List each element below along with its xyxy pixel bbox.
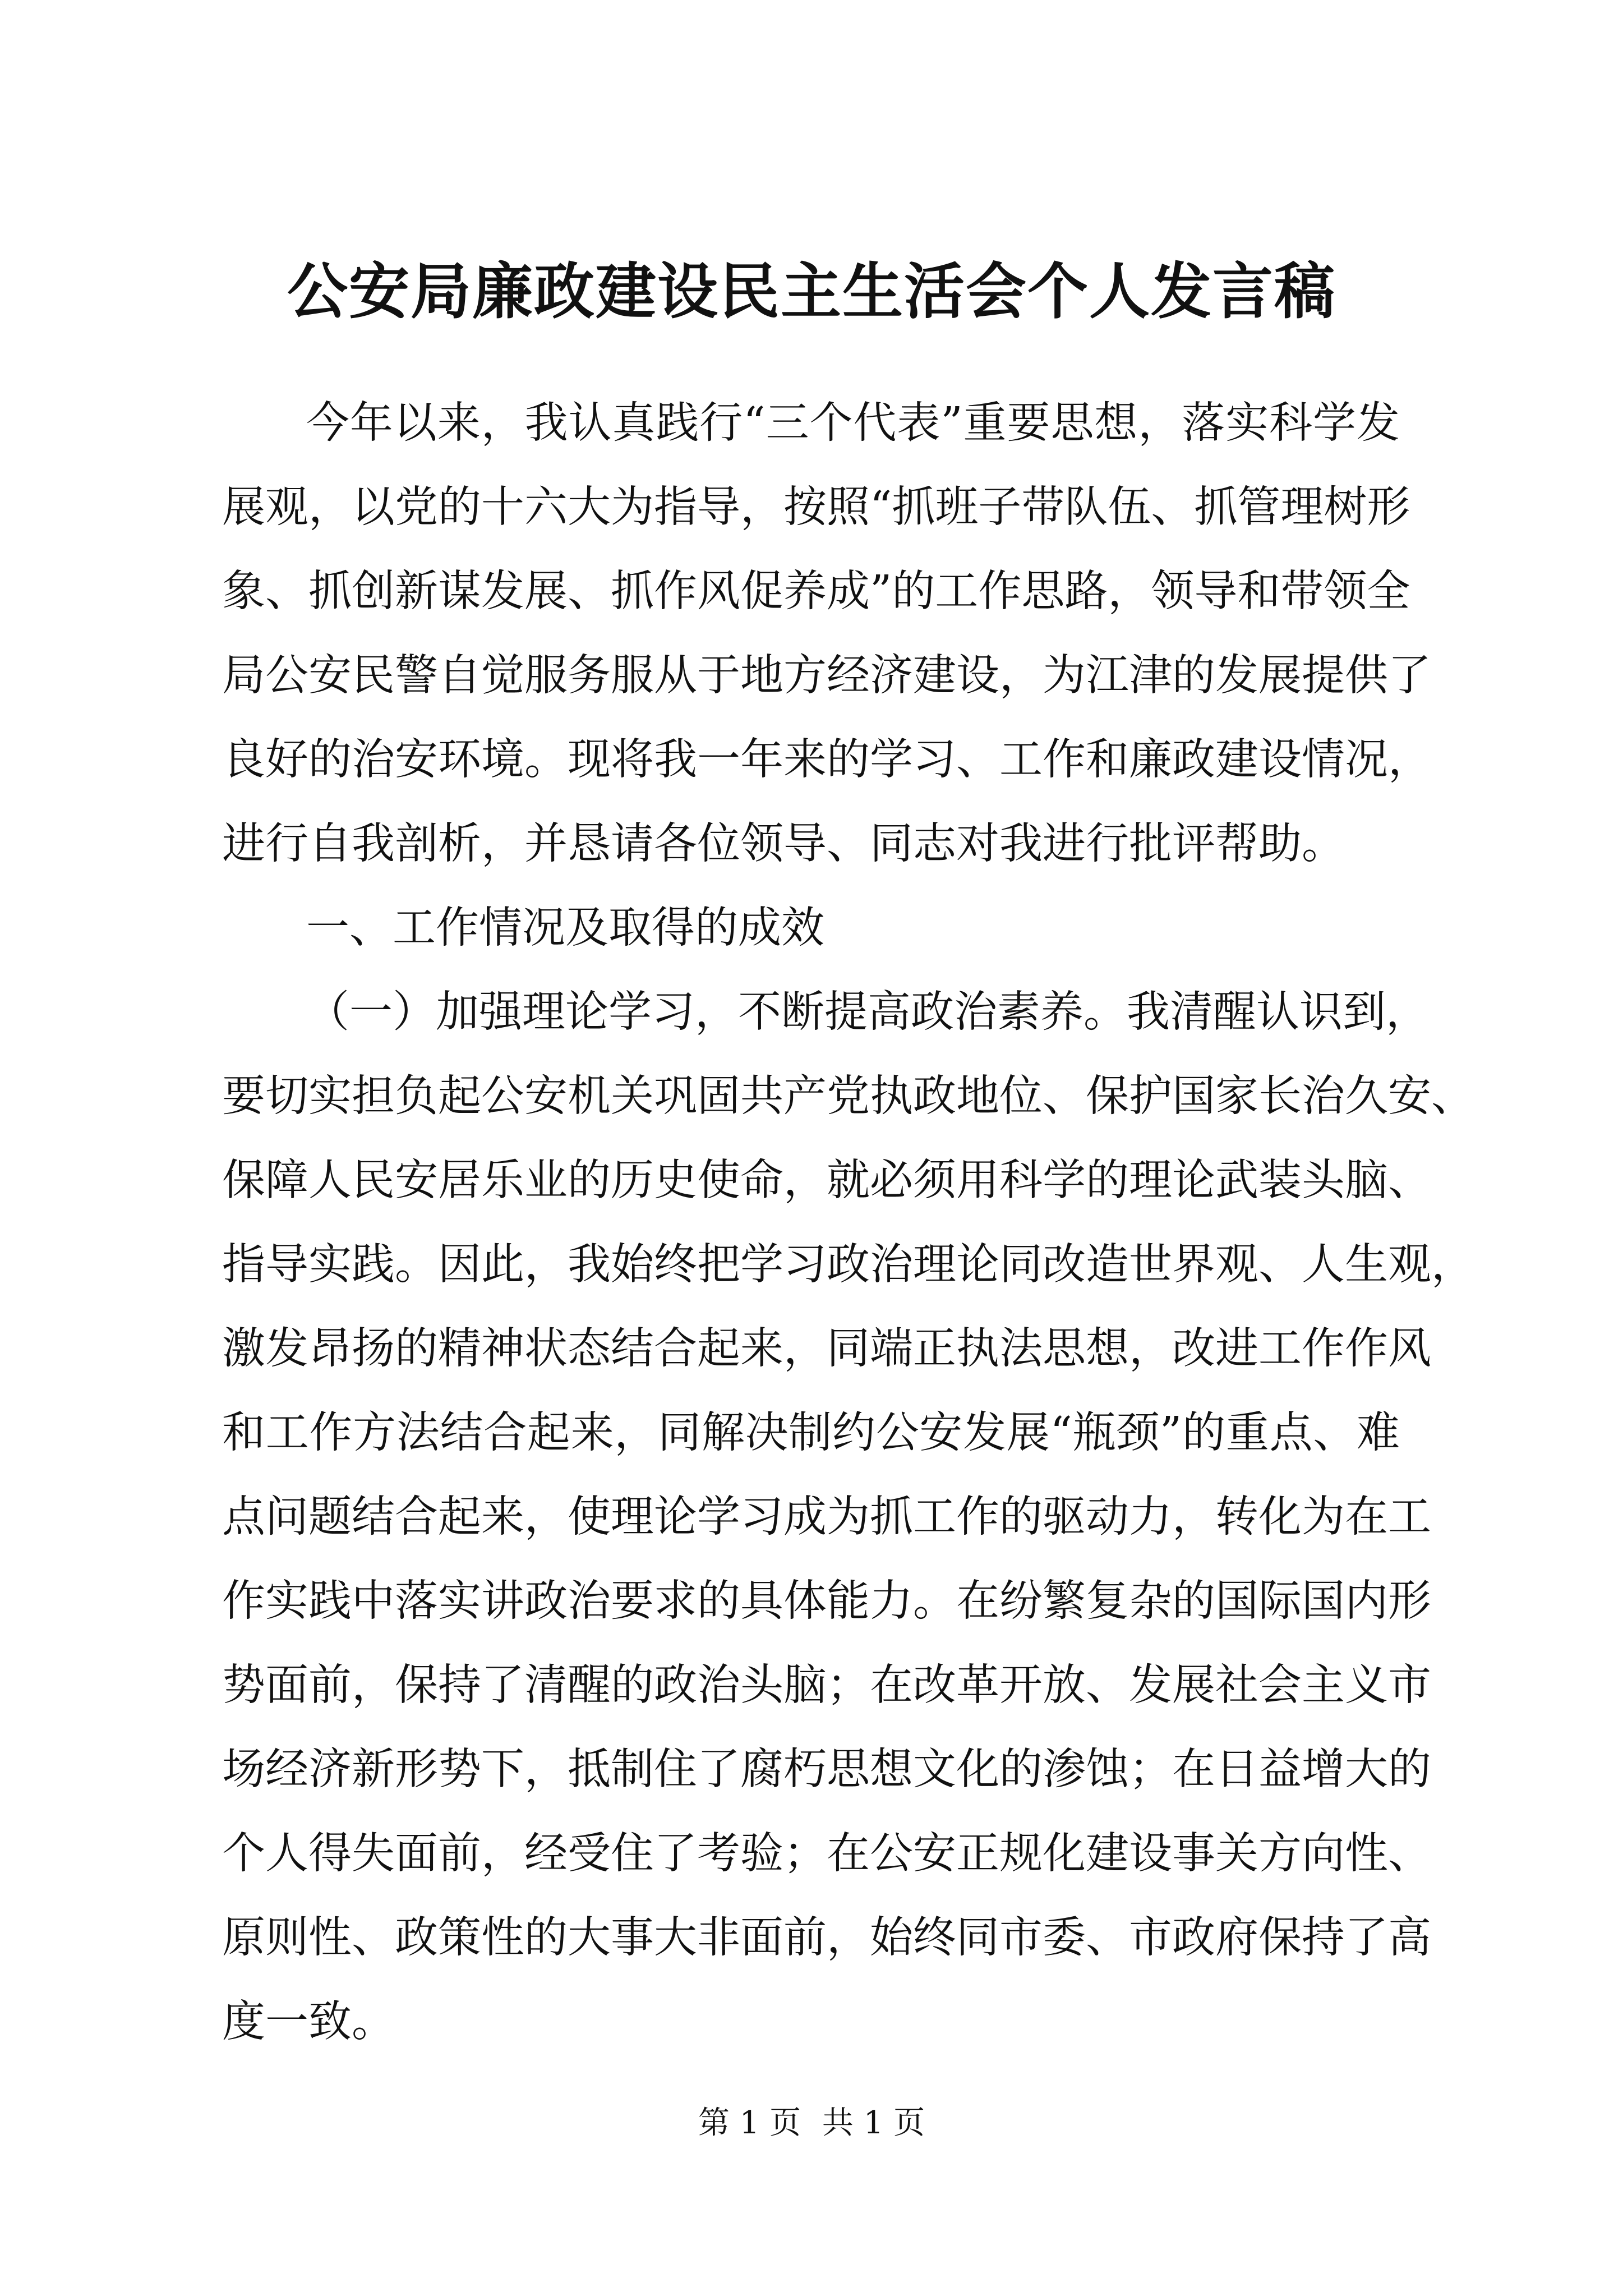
paragraph-line: 今年以来，我认真践行“三个代表”重要思想，落实科学发 xyxy=(306,398,1400,448)
paragraph-line: 进行自我剖析，并恳请各位领导、同志对我进行批评帮助。 xyxy=(222,819,1345,869)
paragraph-line: 良好的治安环境。现将我一年来的学习、工作和廉政建设情况， xyxy=(222,735,1431,785)
paragraph-line: 场经济新形势下，抵制住了腐朽思想文化的渗蚀；在日益增大的 xyxy=(222,1745,1431,1795)
paragraph-line: 象、抓创新谋发展、抓作风促养成”的工作思路，领导和带领全 xyxy=(222,567,1410,616)
paragraph-line: 要切实担负起公安机关巩固共产党执政地位、保护国家长治久安、 xyxy=(222,1071,1474,1121)
paragraph-line: 作实践中落实讲政治要求的具体能力。在纷繁复杂的国际国内形 xyxy=(222,1576,1431,1626)
paragraph-line: 和工作方法结合起来，同解决制约公安发展“瓶颈”的重点、难 xyxy=(222,1408,1400,1458)
subsection-heading-line: （一）加强理论学习，不断提高政治素养。我清醒认识到， xyxy=(306,987,1429,1037)
paragraph-line: 局公安民警自觉服务服从于地方经济建设，为江津的发展提供了 xyxy=(222,651,1431,701)
paragraph-line: 保障人民安居乐业的历史使命，就必须用科学的理论武装头脑、 xyxy=(222,1156,1431,1205)
page-number: 第 1 页 xyxy=(698,2105,801,2141)
paragraph-line: 点问题结合起来，使理论学习成为抓工作的驱动力，转化为在工 xyxy=(222,1492,1431,1542)
section-heading: 一、工作情况及取得的成效 xyxy=(306,903,824,953)
paragraph-line: 原则性、政策性的大事大非面前，始终同市委、市政府保持了高 xyxy=(222,1913,1431,1963)
document-title: 公安局廉政建设民主生活会个人发言稿 xyxy=(287,256,1336,327)
document-body xyxy=(222,381,1474,2064)
paragraph-line: 个人得失面前，经受住了考验；在公安正规化建设事关方向性、 xyxy=(222,1829,1431,1879)
paragraph-line: 度一致。 xyxy=(222,1997,395,2047)
page-footer xyxy=(0,2101,1623,2146)
paragraph-line: 势面前，保持了清醒的政治头脑；在改革开放、发展社会主义市 xyxy=(222,1660,1431,1710)
paragraph-line: 激发昂扬的精神状态结合起来，同端正执法思想，改进工作作风 xyxy=(222,1324,1431,1374)
paragraph-line: 指导实践。因此，我始终把学习政治理论同改造世界观、人生观， xyxy=(222,1240,1474,1290)
page-total: 共 1 页 xyxy=(822,2105,925,2141)
paragraph-line: 展观，以党的十六大为指导，按照“抓班子带队伍、抓管理树形 xyxy=(222,482,1410,532)
